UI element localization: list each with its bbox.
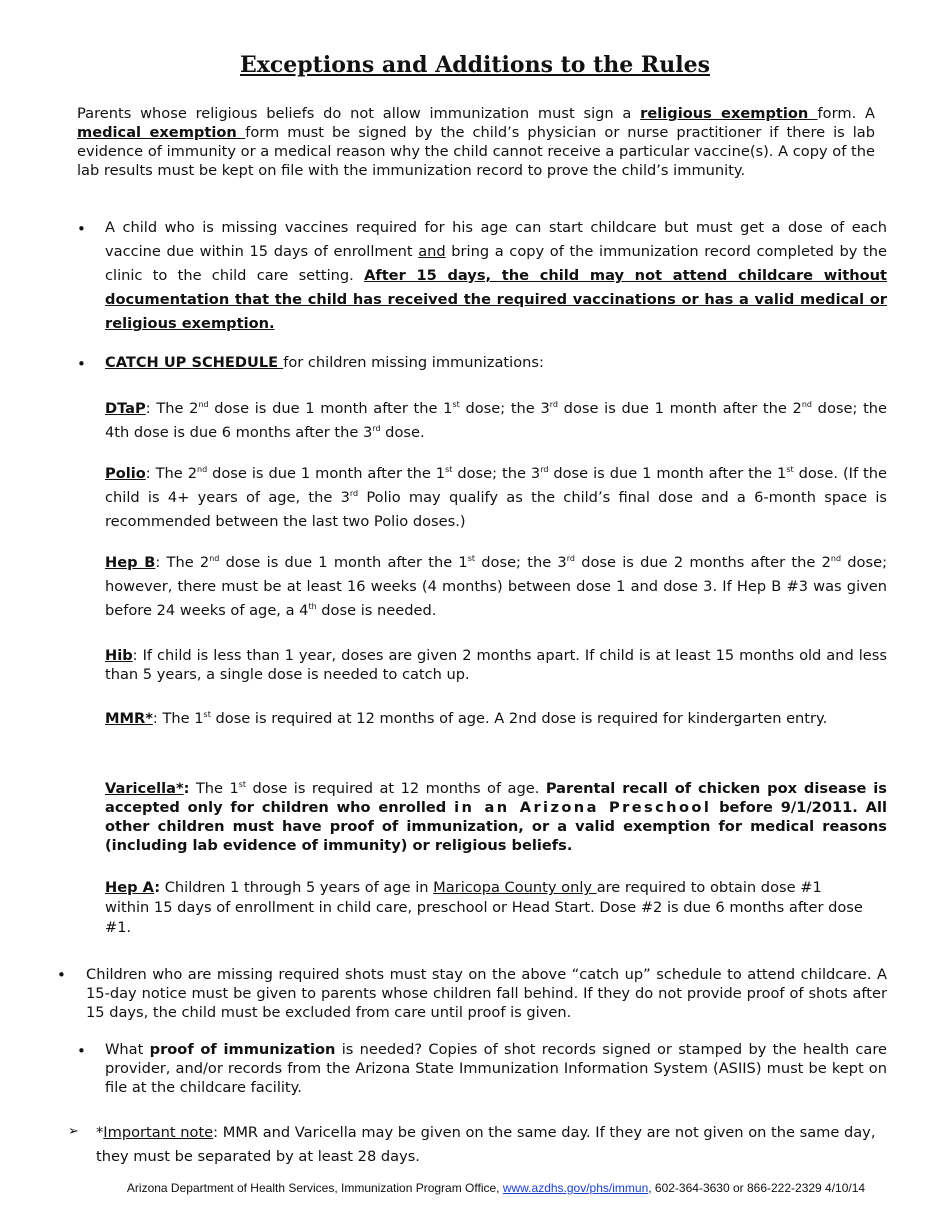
hib-schedule: Hib: If child is less than 1 year, doses are given 2 months apart. If child is at least 15 months old and less than 5 years, a single dose is needed to catch up.	[105, 647, 887, 683]
page-title: Exceptions and Additions to the Rules	[240, 52, 710, 78]
footer: Arizona Department of Health Services, Immunization Program Office, www.azdhs.gov/phs/immun, 602-364-3630 or 866-222-2329 4/10/14	[126, 1181, 866, 1195]
polio-label: Polio	[105, 465, 146, 482]
varicella-label: Varicella*	[105, 780, 184, 797]
bullet-icon: •	[77, 1042, 86, 1060]
catch-up-heading: CATCH UP SCHEDULE for children missing immunizations:	[105, 354, 544, 371]
mmr-schedule: MMR*: The 1st dose is required at 12 months of age. A 2nd dose is required for kindergarten entry.	[105, 710, 828, 727]
bullet-icon: •	[57, 966, 66, 984]
dtap-schedule: DTaP: The 2nd dose is due 1 month after the 1st dose; the 3rd dose is due 1 month after the 2nd dose; the 4th dose is due 6 months after the 3rd dose.	[105, 400, 888, 441]
adhs-link[interactable]: www.azdhs.gov/phs/immun	[502, 1181, 649, 1195]
proof-paragraph: What proof of immunization is needed? Copies of shot records signed or stamped by the health care provider, and/or records from the Arizona State Immunization Information System (ASIIS) must be kept on file at the childcare facility.	[105, 1041, 887, 1096]
hepb-label: Hep B	[105, 554, 156, 571]
important-note-label: Important note	[103, 1124, 214, 1141]
intro-paragraph: Parents whose religious beliefs do not allow immunization must sign a religious exemption form. A medical exemption form must be signed by the child’s physician or nurse practitioner if there is lab evidence of immunity or a medical reason why the child cannot receive a particular vaccine(s). A copy of the lab results must be kept on file with the immunization record to prove the child’s immunity.	[77, 105, 875, 179]
dtap-label: DTaP	[105, 400, 146, 417]
hepa-schedule: Hep A: Children 1 through 5 years of age in Maricopa County only are required to obtain dose #1 within 15 days of enrollment in child care, preschool or Head Start. Dose #2 is due 6 months after dose #1.	[105, 879, 863, 936]
attendance-warning: After 15 days, the child may not attend childcare without documentation that the child has received the required vaccinations or has a valid medical or religious exemption.	[105, 267, 888, 332]
religious-exemption-term: religious exemption	[640, 105, 818, 122]
mmr-label: MMR*	[105, 710, 153, 727]
stay-on-schedule-paragraph: Children who are missing required shots must stay on the above “catch up” schedule to attend childcare. A 15-day notice must be given to parents whose children fall behind. If they do not provide proof of shots after 15 days, the child must be excluded from care until proof is given.	[86, 966, 887, 1021]
hepa-label: Hep A	[105, 879, 155, 896]
bullet-icon: •	[77, 355, 86, 373]
medical-exemption-term: medical exemption	[77, 124, 246, 141]
varicella-schedule: Varicella*: The 1st dose is required at 12 months of age. Parental recall of chicken pox disease is accepted only for children who enrolled in an Arizona Preschool before 9/1/2011. All other children must have proof of immunization, or a valid exemption for medical reasons (including lab evidence of immunity) or religious beliefs.	[105, 780, 887, 854]
missing-vaccines-paragraph: A child who is missing vaccines required for his age can start childcare but must get a dose of each vaccine due within 15 days of enrollment and bring a copy of the immunization record completed by the clinic to the child care setting. After 15 days, the child may not attend childcare without documentation that the child has received the required vaccinations or has a valid medical or religious exemption.	[105, 219, 888, 332]
important-note: *Important note: MMR and Varicella may be given on the same day. If they are not given on the same day, they must be separated by at least 28 days.	[96, 1124, 876, 1165]
maricopa-county-term: Maricopa County only	[433, 879, 597, 896]
hepb-schedule: Hep B: The 2nd dose is due 1 month after the 1st dose; the 3rd dose is due 2 months after the 2nd dose; however, there must be at least 16 weeks (4 months) between dose 1 and dose 3. If Hep B #3 was given before 24 weeks of age, a 4th dose is needed.	[105, 554, 887, 619]
polio-schedule: Polio: The 2nd dose is due 1 month after the 1st dose; the 3rd dose is due 1 month after the 1st dose. (If the child is 4+ years of age, the 3rd Polio may qualify as the child’s final dose and a 6-month space is recommended between the last two Polio doses.)	[105, 465, 887, 530]
arrow-bullet-icon: ➢	[68, 1124, 79, 1139]
bullet-icon: •	[77, 220, 86, 238]
hib-label: Hib	[105, 647, 133, 664]
